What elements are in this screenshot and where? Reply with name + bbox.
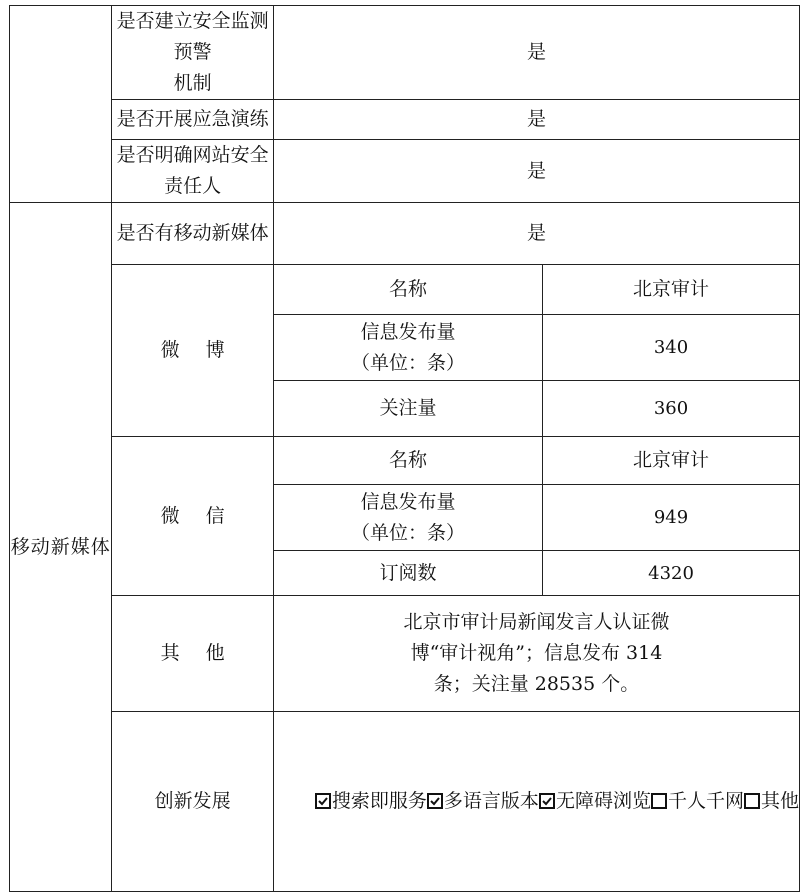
table-row	[10, 140, 800, 203]
weibo-label-b: 博	[205, 339, 225, 361]
table-row	[10, 100, 800, 140]
security-question: 是否开展应急演练	[112, 100, 273, 140]
checkbox-checked-icon[interactable]	[539, 793, 555, 809]
weibo-posts-value: 340	[543, 315, 800, 381]
has-media-question: 是否有移动新媒体	[112, 203, 273, 265]
innovation-option-other[interactable]: 其他	[744, 790, 799, 812]
table-row	[10, 6, 800, 100]
security-question-line1: 是否建立安全监测预警	[116, 10, 269, 63]
has-media-answer: 是	[273, 203, 799, 265]
table-row	[10, 265, 800, 315]
mobile-media-category: 移动新媒体	[10, 203, 112, 892]
weibo-posts-label	[273, 315, 542, 381]
checkbox-checked-icon[interactable]	[427, 793, 443, 809]
other-description	[273, 596, 799, 712]
wechat-posts-label	[273, 485, 542, 551]
security-question: 是否明确网站安全责任人	[112, 140, 273, 203]
wechat-posts-label-line2: （单位：条）	[350, 521, 465, 544]
innovation-option-search-as-service[interactable]: 搜索即服务	[315, 790, 427, 812]
innovation-option-accessibility[interactable]: 无障碍浏览	[539, 790, 651, 812]
wechat-name-label: 名称	[273, 437, 542, 485]
checkbox-checked-icon[interactable]	[315, 793, 331, 809]
checkbox-unchecked-icon[interactable]	[744, 793, 760, 809]
weibo-name-label: 名称	[273, 265, 542, 315]
weibo-label-a: 微	[160, 339, 180, 361]
wechat-subs-label: 订阅数	[273, 551, 542, 596]
weibo-followers-value: 360	[543, 381, 800, 437]
wechat-subs-value: 4320	[543, 551, 800, 596]
wechat-posts-label-line1: 信息发布量	[360, 490, 456, 513]
security-question-cell	[112, 6, 273, 100]
table-row	[10, 203, 800, 265]
other-line3: 条；关注量 28535 个。	[433, 673, 640, 695]
table-row	[10, 712, 800, 892]
weibo-posts-label-line1: 信息发布量	[360, 320, 456, 343]
security-question-line2: 机制	[173, 72, 212, 94]
wechat-posts-value: 949	[543, 485, 800, 551]
other-label-a: 其	[160, 642, 180, 664]
wechat-name-value: 北京审计	[543, 437, 800, 485]
weibo-followers-label: 关注量	[273, 381, 542, 437]
other-line2: 博“审计视角”；信息发布 314	[410, 642, 663, 664]
wechat-label-a: 微	[160, 504, 180, 527]
security-answer: 是	[273, 6, 799, 100]
wechat-label	[112, 437, 273, 596]
weibo-label	[112, 265, 273, 437]
innovation-category: 创新发展	[112, 712, 273, 892]
security-answer: 是	[273, 140, 799, 203]
other-line1: 北京市审计局新闻发言人认证微	[403, 611, 670, 633]
checkbox-unchecked-icon[interactable]	[651, 793, 667, 809]
security-answer: 是	[273, 100, 799, 140]
innovation-option-multilanguage[interactable]: 多语言版本	[427, 790, 539, 812]
weibo-posts-label-line2: （单位：条）	[350, 351, 465, 374]
innovation-options	[273, 712, 799, 892]
other-label	[112, 596, 273, 712]
report-table	[9, 5, 800, 892]
innovation-option-personalized[interactable]: 千人千网	[651, 790, 744, 812]
table-row	[10, 437, 800, 485]
wechat-label-b: 信	[205, 504, 225, 527]
other-label-b: 他	[205, 642, 225, 664]
security-category-cell	[10, 6, 112, 203]
table-row	[10, 596, 800, 712]
weibo-name-value: 北京审计	[543, 265, 800, 315]
